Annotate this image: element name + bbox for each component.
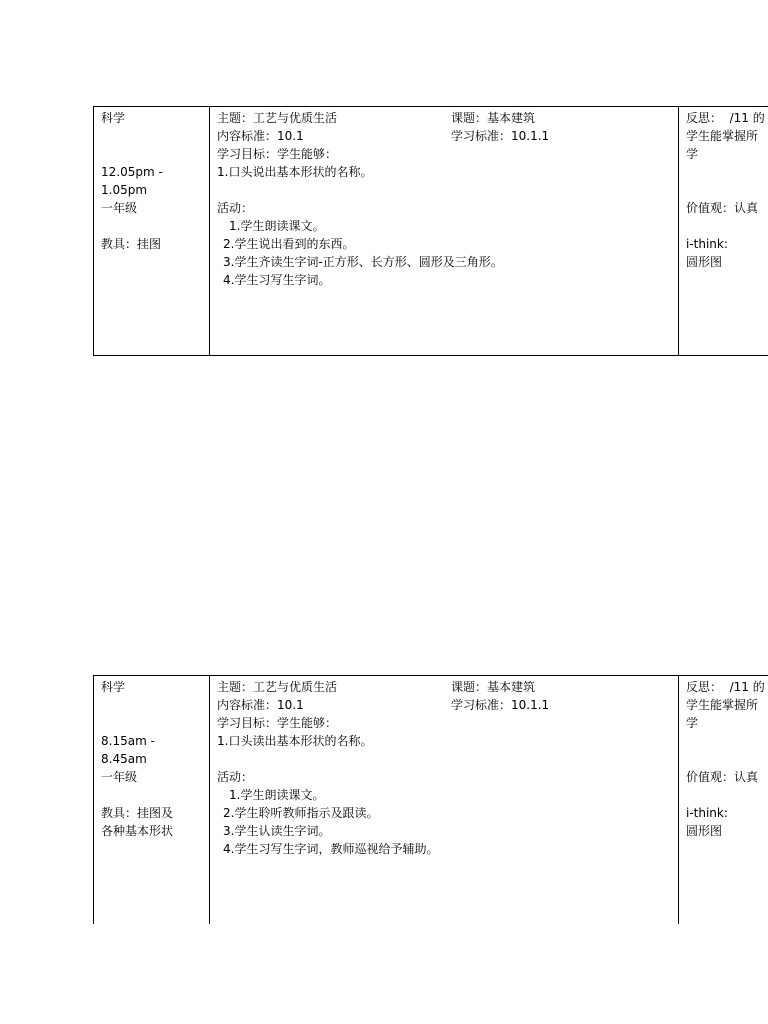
time-start: 12.05pm -: [101, 165, 163, 179]
lesson-info-cell: [94, 107, 210, 356]
theme-label: 主题：工艺与优质生活: [217, 680, 338, 694]
reflection-label: 反思： /11 的: [686, 680, 765, 694]
activity-item: 1.学生朗读课文。: [229, 219, 325, 233]
objective-item: 1.口头读出基本形状的名称。: [217, 734, 373, 748]
time-start: 8.15am -: [101, 734, 155, 748]
subject-label: 科学: [101, 680, 126, 694]
activity-item: 3.学生齐读生字词-正方形、长方形、圆形及三角形。: [223, 255, 503, 269]
reflection-cell: [679, 676, 768, 925]
learning-standard: 学习标准：10.1.1: [451, 698, 550, 712]
grade-label: 一年级: [101, 201, 138, 215]
objective-intro: 学习目标：学生能够：: [217, 147, 338, 161]
objective-item: 1.口头说出基本形状的名称。: [217, 165, 373, 179]
ithink-map: 圆形图: [686, 824, 723, 838]
teaching-aids: 各种基本形状: [101, 824, 174, 838]
reflection-line: 学生能掌握所: [686, 129, 759, 143]
ithink-label: i-think:: [686, 806, 728, 820]
reflection-label: 反思： /11 的: [686, 111, 765, 125]
lesson-plan-table-1: [93, 106, 768, 356]
time-end: 1.05pm: [101, 183, 148, 197]
ithink-label: i-think:: [686, 237, 728, 251]
ithink-map: 圆形图: [686, 255, 723, 269]
learning-standard: 学习标准：10.1.1: [451, 129, 550, 143]
teaching-aids: 教具：挂图: [101, 237, 162, 251]
reflection-line: 学生能掌握所: [686, 698, 759, 712]
activity-item: 2.学生说出看到的东西。: [223, 237, 355, 251]
topic-label: 课题：基本建筑: [451, 111, 536, 125]
activity-item: 4.学生习写生字词，教师巡视给予辅助。: [223, 842, 439, 856]
activities-title: 活动：: [217, 201, 254, 215]
theme-label: 主题：工艺与优质生活: [217, 111, 338, 125]
values-label: 价值观：认真: [686, 770, 759, 784]
time-end: 8.45am: [101, 752, 147, 766]
lesson-content-cell: [210, 676, 679, 925]
lesson-content-cell: [210, 107, 679, 356]
grade-label: 一年级: [101, 770, 138, 784]
reflection-line: 学: [686, 716, 699, 730]
content-standard: 内容标准：10.1: [217, 129, 304, 143]
activity-item: 1.学生朗读课文。: [229, 788, 325, 802]
topic-label: 课题：基本建筑: [451, 680, 536, 694]
content-standard: 内容标准：10.1: [217, 698, 304, 712]
lesson-info-cell: [94, 676, 210, 925]
subject-label: 科学: [101, 111, 126, 125]
activity-item: 4.学生习写生字词。: [223, 273, 331, 287]
teaching-aids: 教具：挂图及: [101, 806, 174, 820]
activity-item: 3.学生认读生字词。: [223, 824, 331, 838]
objective-intro: 学习目标：学生能够：: [217, 716, 338, 730]
values-label: 价值观：认真: [686, 201, 759, 215]
activities-title: 活动：: [217, 770, 254, 784]
activity-item: 2.学生聆听教师指示及跟读。: [223, 806, 379, 820]
lesson-plan-table-2: [93, 675, 768, 924]
reflection-line: 学: [686, 147, 699, 161]
reflection-cell: [679, 107, 768, 356]
